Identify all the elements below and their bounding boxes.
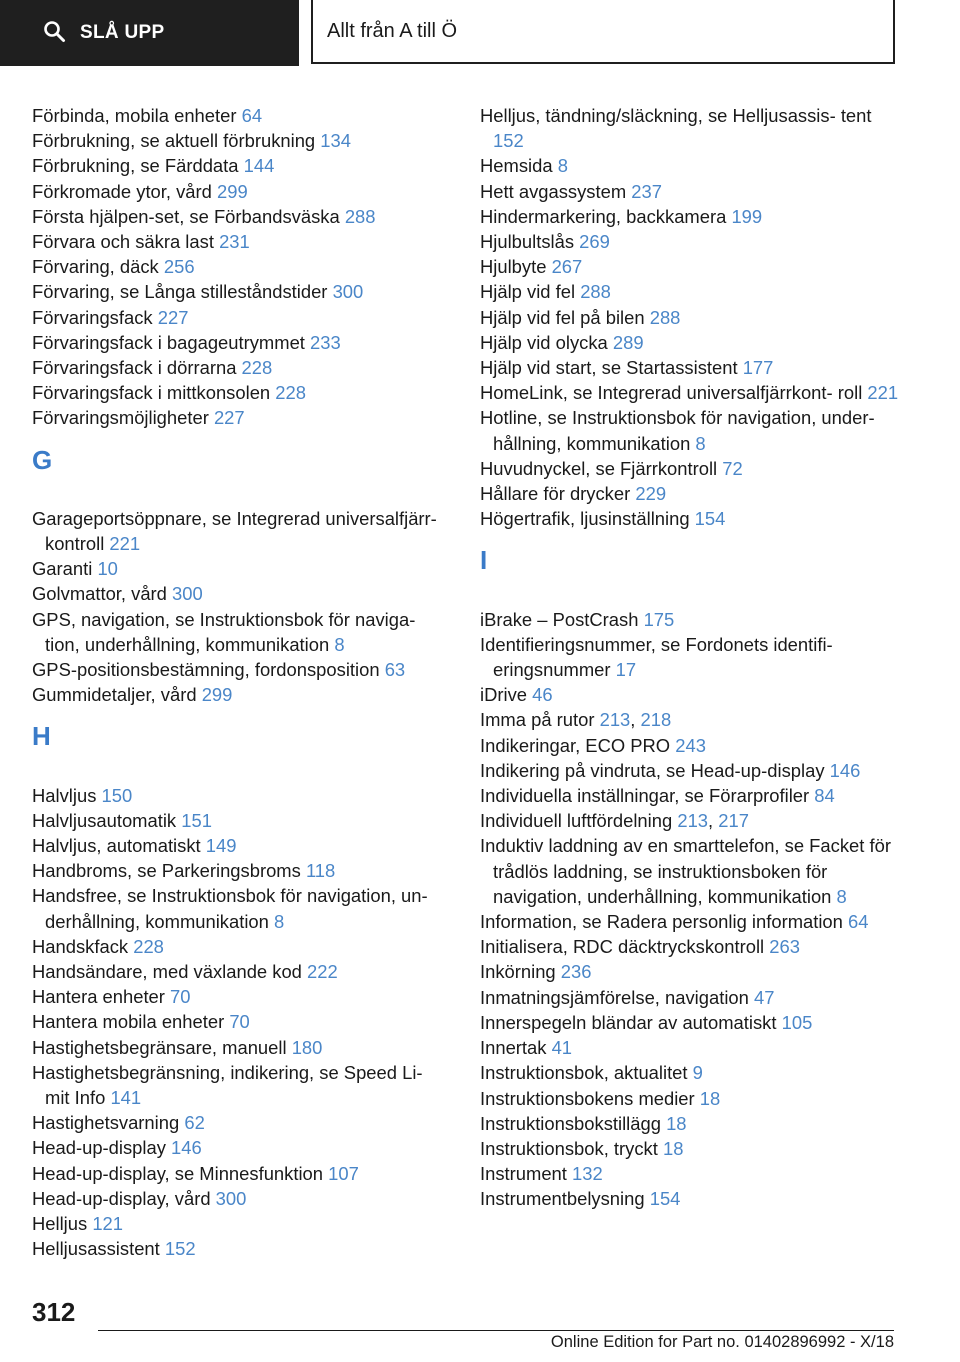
- index-entry: [480, 305, 900, 330]
- page-link[interactable]: 151: [181, 809, 212, 831]
- index-entry-text: Halvljus, automatiskt: [32, 835, 201, 857]
- index-entry: [480, 506, 900, 531]
- index-entry-text: Garanti: [32, 558, 93, 580]
- page-link[interactable]: 64: [241, 105, 263, 126]
- index-entry: [32, 581, 452, 606]
- page-link[interactable]: 64: [848, 911, 869, 933]
- index-entry: [32, 1161, 452, 1186]
- index-entry: [480, 1035, 900, 1060]
- page-link[interactable]: 18: [699, 1087, 721, 1109]
- index-entry-text: Hållare för drycker: [480, 483, 631, 505]
- index-entry-text: Hastighetsvarning: [32, 1112, 180, 1134]
- index-entry-text: Information, se Radera personlig information: [480, 911, 843, 933]
- index-entry: [480, 1010, 900, 1035]
- index-entry-text: Första hjälpen-set, se Förbandsväska: [32, 205, 340, 227]
- page-link[interactable]: 134: [320, 130, 351, 152]
- index-entry: [32, 682, 452, 707]
- index-entry-text: Hantera mobila enheter: [32, 1011, 225, 1033]
- page-link[interactable]: 141: [110, 1087, 142, 1109]
- index-entry-text: Instrument: [480, 1163, 567, 1185]
- index-entry-text: Förvaringsfack: [32, 306, 153, 328]
- page-link[interactable]: 146: [829, 759, 861, 781]
- page-link[interactable]: 144: [243, 155, 275, 177]
- index-letter-heading: I: [480, 545, 488, 576]
- page-link[interactable]: 18: [662, 1137, 684, 1159]
- index-entry-text: Handsändare, med växlande kod: [32, 961, 302, 983]
- index-entry-text: Instruktionsbokstillägg: [480, 1112, 661, 1134]
- index-entry: [32, 1211, 452, 1236]
- index-entry: [32, 883, 452, 933]
- index-entry: [480, 1086, 900, 1111]
- index-entry: [480, 229, 900, 254]
- index-entry: [32, 959, 452, 984]
- index-entry-text: Hindermarkering, backkamera: [480, 205, 727, 227]
- index-entry: [32, 204, 452, 229]
- page-link[interactable]: 289: [612, 331, 644, 353]
- page-link[interactable]: 47: [753, 986, 775, 1008]
- page-link[interactable]: 227: [213, 407, 245, 429]
- page-link[interactable]: 121: [92, 1213, 124, 1235]
- index-entry: [32, 1035, 452, 1060]
- index-entry-text: Innerspegeln bländar av automatiskt: [480, 1011, 777, 1033]
- page-link[interactable]: 177: [742, 357, 774, 379]
- index-entry-text: Helljus, tändning/släckning, se Helljusassis- tent: [480, 105, 872, 126]
- index-entry: [480, 330, 900, 355]
- index-entry: [480, 1161, 900, 1186]
- index-entry: [480, 733, 900, 758]
- page-link[interactable]: 231: [219, 231, 250, 253]
- index-entry: [480, 456, 900, 481]
- index-entry: [480, 1060, 900, 1085]
- index-entry: Individuell luftfördelning 213, 217: [480, 810, 749, 832]
- index-entry-text: iDrive: [480, 684, 528, 706]
- page-link[interactable]: 46: [532, 684, 553, 706]
- index-entry: [480, 254, 900, 279]
- page-title: Allt från A till Ö: [327, 19, 458, 42]
- index-entry: [32, 1186, 452, 1211]
- page-link[interactable]: 152: [493, 130, 524, 152]
- index-entry-text: HomeLink, se Integrerad universalfjärrkont- roll: [480, 382, 863, 404]
- index-entry: [32, 833, 452, 858]
- index-entry: [480, 833, 900, 909]
- index-entry: [480, 103, 900, 153]
- index-entry-text: Instrumentbelysning: [480, 1188, 645, 1210]
- index-entry-text: Förvaring, däck: [32, 256, 159, 278]
- footer-divider: [98, 1330, 894, 1331]
- page-link[interactable]: 288: [344, 205, 376, 227]
- index-entry: [480, 682, 900, 707]
- page-link[interactable]: 118: [305, 860, 336, 882]
- index-entry-text: Head-up-display, se Minnesfunktion: [32, 1162, 323, 1184]
- index-entry: [32, 103, 452, 128]
- page-link[interactable]: 9: [692, 1062, 703, 1084]
- page-link[interactable]: 149: [205, 835, 237, 857]
- index-entry-text: Förbrukning, se Färddata: [32, 155, 239, 177]
- page-link[interactable]: 300: [332, 281, 364, 303]
- page-link[interactable]: 8: [334, 633, 345, 655]
- footer-edition: Online Edition for Part no. 01402896992 - X/18: [550, 1333, 894, 1351]
- index-entry: [480, 179, 900, 204]
- page-link[interactable]: 8: [557, 155, 568, 177]
- index-entry-text: Förkromade ytor, vård: [32, 180, 212, 202]
- index-entry-text: Imma på rutor: [480, 709, 595, 731]
- page-link[interactable]: 70: [170, 986, 191, 1008]
- index-entry-text: Head-up-display: [32, 1137, 166, 1159]
- index-column-left: [32, 103, 452, 1262]
- page-link[interactable]: 41: [551, 1037, 573, 1059]
- index-entry-text: Handskfack: [32, 935, 129, 957]
- index-entry-text: Högertrafik, ljusinställning: [480, 508, 690, 530]
- index-entry: [480, 355, 900, 380]
- index-entry: [480, 959, 900, 984]
- page-link[interactable]: 8: [274, 910, 285, 932]
- index-entry-text: iBrake – PostCrash: [480, 608, 639, 630]
- index-entry: [32, 1110, 452, 1135]
- search-label: SLÅ UPP: [80, 22, 165, 43]
- index-entry-text: Förvaringsfack i mittkonsolen: [32, 382, 271, 404]
- index-entry: [480, 405, 900, 455]
- index-entry: [480, 481, 900, 506]
- page-link[interactable]: 237: [631, 180, 662, 202]
- index-column-right: [480, 103, 900, 1212]
- page-link[interactable]: 228: [241, 357, 273, 379]
- index-entry: [480, 607, 900, 632]
- page-link[interactable]: 132: [572, 1163, 603, 1185]
- index-entry: [32, 330, 452, 355]
- index-entry-text: Förbrukning, se aktuell förbrukning: [32, 130, 316, 152]
- page-link[interactable]: 18: [666, 1112, 687, 1134]
- index-entry: [32, 506, 452, 556]
- page-link[interactable]: 288: [649, 306, 681, 328]
- index-entry-text: Hemsida: [480, 155, 553, 177]
- index-entry-text: Förvaringsfack i dörrarna: [32, 357, 237, 379]
- page-link[interactable]: 105: [781, 1011, 813, 1033]
- index-entry: [32, 1236, 452, 1261]
- page-link[interactable]: 150: [101, 784, 133, 806]
- index-entry: [32, 254, 452, 279]
- index-entry-text: Förbinda, mobila enheter: [32, 105, 237, 126]
- page-link[interactable]: 8: [695, 432, 706, 454]
- page-link[interactable]: 70: [229, 1011, 250, 1033]
- page-link[interactable]: 218: [640, 709, 672, 731]
- page-link[interactable]: 256: [163, 256, 195, 278]
- search-button[interactable]: [0, 0, 299, 66]
- index-entry: [32, 556, 452, 581]
- page-link[interactable]: 243: [675, 734, 706, 756]
- index-entry: [32, 355, 452, 380]
- page-link[interactable]: 152: [164, 1238, 196, 1260]
- page-link[interactable]: 175: [643, 608, 675, 630]
- index-entry-text: Hett avgassystem: [480, 180, 627, 202]
- search-icon: [42, 19, 80, 48]
- index-entry: Imma på rutor 213, 218: [480, 709, 672, 731]
- index-entry: [32, 984, 452, 1009]
- index-entry-text: Hantera enheter: [32, 986, 165, 1008]
- index-entry: [32, 858, 452, 883]
- page-link[interactable]: 10: [97, 558, 118, 580]
- page-link[interactable]: 229: [635, 483, 667, 505]
- index-entry-text: Förvaringsmöjligheter: [32, 407, 209, 429]
- index-entry-text: Handsfree, se Instruktionsbok för navigation, un- derhållning, kommunikation: [32, 885, 428, 932]
- index-entry-text: Helljusassistent: [32, 1238, 160, 1260]
- index-entry: [32, 405, 452, 430]
- index-entry-text: Hjälp vid fel på bilen: [480, 306, 645, 328]
- page-link[interactable]: 63: [384, 659, 406, 681]
- index-entry-text: Indikeringar, ECO PRO: [480, 734, 671, 756]
- index-entry-text: Hjälp vid olycka: [480, 331, 608, 353]
- index-entry: [480, 758, 900, 783]
- page-link[interactable]: 146: [171, 1137, 202, 1159]
- index-entry-text: Förvaringsfack i bagageutrymmet: [32, 331, 305, 353]
- page-link[interactable]: 17: [615, 659, 637, 681]
- index-entry-text: Hastighetsbegränsning, indikering, se Speed Li- mit Info: [32, 1061, 423, 1109]
- index-entry-text: Inkörning: [480, 961, 556, 983]
- index-entry-text: Handbroms, se Parkeringsbroms: [32, 860, 301, 882]
- index-entry-text: Inmatningsjämförelse, navigation: [480, 986, 749, 1008]
- index-entry-text: Förvara och säkra last: [32, 231, 214, 253]
- page-link[interactable]: 154: [649, 1188, 681, 1210]
- index-entry: [32, 934, 452, 959]
- page-link[interactable]: 62: [184, 1112, 205, 1134]
- page-link[interactable]: 107: [328, 1162, 359, 1184]
- section-title-box: [311, 0, 895, 64]
- index-entry-text: Helljus: [32, 1213, 88, 1235]
- index-entry: [480, 1111, 900, 1136]
- index-entry: [480, 279, 900, 304]
- index-entry: [32, 179, 452, 204]
- index-entry-text: Hjulbyte: [480, 256, 547, 278]
- page-link[interactable]: 267: [551, 256, 583, 278]
- index-entry: [32, 279, 452, 304]
- index-entry: [480, 985, 900, 1010]
- index-entry-text: Instruktionsbok, tryckt: [480, 1137, 658, 1159]
- index-entry: [480, 783, 900, 808]
- index-entry: [480, 380, 900, 405]
- index-entry-text: GPS-positionsbestämning, fordonsposition: [32, 659, 380, 681]
- page-link[interactable]: 8: [836, 885, 847, 907]
- index-entry-text: Hjälp vid fel: [480, 281, 576, 303]
- index-entry-text: Gummidetaljer, vård: [32, 684, 197, 706]
- index-entry-text: Instruktionsbok, aktualitet: [480, 1062, 688, 1084]
- index-entry: [32, 657, 452, 682]
- index-entry: [480, 909, 900, 934]
- index-letter-heading: H: [32, 721, 51, 752]
- index-entry-text: Hotline, se Instruktionsbok för navigation, under- hållning, kommunikation: [480, 407, 875, 454]
- index-entry-text: Identifieringsnummer, se Fordonets identifi- eringsnummer: [480, 633, 833, 681]
- index-entry: [32, 380, 452, 405]
- index-letter-heading: G: [32, 444, 53, 475]
- page-link[interactable]: 84: [814, 785, 835, 807]
- page-link[interactable]: 233: [310, 331, 341, 353]
- index-entry: [480, 153, 900, 178]
- index-entry: [480, 632, 900, 682]
- page-link[interactable]: 213: [599, 709, 631, 731]
- index-entry: [480, 1136, 900, 1161]
- index-entry-text: GPS, navigation, se Instruktionsbok för naviga- tion, underhållning, kommunikation: [32, 608, 416, 655]
- index-entry-text: Indikering på vindruta, se Head-up-display: [480, 759, 825, 781]
- page-link[interactable]: 300: [215, 1187, 247, 1209]
- index-entry-text: Halvljus: [32, 784, 97, 806]
- page-link[interactable]: 227: [157, 306, 189, 328]
- index-entry: [480, 934, 900, 959]
- page-link[interactable]: 217: [718, 810, 749, 832]
- page-link[interactable]: 180: [291, 1036, 323, 1058]
- index-entry-text: Förvaring, se Långa stilleståndstider: [32, 281, 328, 303]
- index-entry: [480, 1186, 900, 1211]
- page-link[interactable]: 221: [109, 533, 141, 555]
- page-link[interactable]: 263: [769, 936, 800, 958]
- index-entry-text: Garageportsöppnare, se Integrerad universalfjärr- kontroll: [32, 507, 437, 555]
- page-link[interactable]: 199: [731, 205, 763, 227]
- page-link[interactable]: 299: [217, 180, 248, 202]
- page-link[interactable]: 222: [307, 961, 338, 983]
- index-entry: [32, 1009, 452, 1034]
- page-link[interactable]: 288: [580, 281, 611, 303]
- page-link[interactable]: 228: [275, 382, 306, 404]
- index-entry-text: Hjälp vid start, se Startassistent: [480, 357, 738, 379]
- index-entry-text: Instruktionsbokens medier: [480, 1087, 695, 1109]
- page-link[interactable]: 154: [694, 508, 726, 530]
- index-entry: [32, 783, 452, 808]
- index-entry-text: Head-up-display, vård: [32, 1187, 211, 1209]
- page-link[interactable]: 300: [172, 583, 203, 605]
- index-entry-text: Hjulbultslås: [480, 231, 575, 253]
- index-entry-text: Individuella inställningar, se Förarprofiler: [480, 785, 810, 807]
- index-entry-text: Golvmattor, vård: [32, 583, 167, 605]
- index-entry: [32, 305, 452, 330]
- page-link[interactable]: 299: [201, 684, 233, 706]
- index-entry: [32, 128, 452, 153]
- index-entry: [32, 229, 452, 254]
- page-link[interactable]: 221: [867, 382, 899, 404]
- index-entry-text: Huvudnyckel, se Fjärrkontroll: [480, 457, 718, 479]
- index-entry-text: Hastighetsbegränsare, manuell: [32, 1036, 287, 1058]
- index-entry-text: Induktiv laddning av en smarttelefon, se Facket för trådlös laddning, se instruktionsboken för navigation, underhållning, kommunikation: [480, 835, 891, 907]
- index-entry-text: Initialisera, RDC däcktryckskontroll: [480, 936, 765, 958]
- page-link[interactable]: 236: [560, 961, 592, 983]
- page-link[interactable]: 213: [677, 810, 709, 832]
- top-bar: [0, 0, 960, 66]
- index-entry: [32, 607, 452, 657]
- index-entry-text: Halvljusautomatik: [32, 809, 177, 831]
- page-number: 312: [32, 1297, 76, 1327]
- index-entry: [32, 1060, 452, 1110]
- page-link[interactable]: 269: [579, 231, 610, 253]
- page-link[interactable]: 228: [133, 935, 164, 957]
- index-entry-text: Individuell luftfördelning: [480, 810, 673, 832]
- index-entry: [32, 808, 452, 833]
- index-entry: [480, 204, 900, 229]
- page-link[interactable]: 72: [722, 457, 743, 479]
- index-entry-text: Innertak: [480, 1037, 547, 1059]
- index-entry: [32, 153, 452, 178]
- index-entry: [32, 1135, 452, 1160]
